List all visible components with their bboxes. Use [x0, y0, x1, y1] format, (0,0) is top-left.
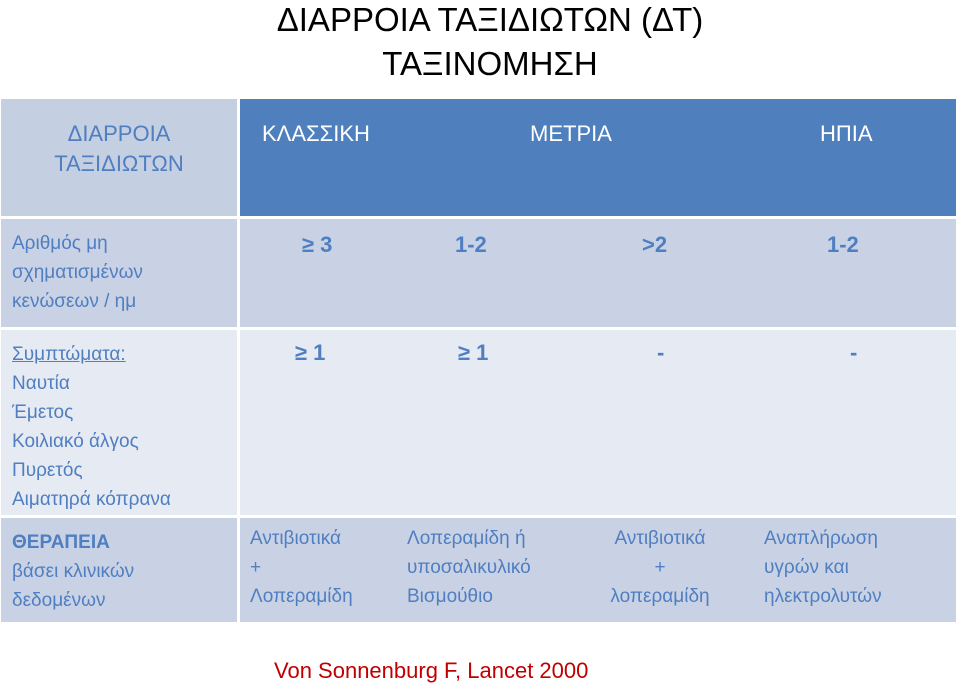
stools-mild-value: 1-2	[827, 232, 859, 257]
header-row-label-line2: ΤΑΞΙΔΙΩΤΩΝ	[54, 151, 184, 176]
therapy-classic	[250, 524, 353, 611]
therapy-classic-line: Αντιβιοτικά	[250, 528, 341, 549]
symptom-item: Έμετος	[12, 402, 74, 423]
therapy-moderate-a-line: Λοπεραμίδη ή	[407, 528, 526, 549]
row-label-stools	[1, 219, 237, 327]
column-header-mild: ΗΠΙΑ	[820, 121, 873, 146]
symptoms-moderate-value-b: -	[657, 340, 665, 365]
therapy-moderate-a-line: Βισμούθιο	[407, 586, 493, 607]
symptom-item: Κοιλιακό άλγος	[12, 431, 139, 452]
row-label-stools-line3: κενώσεων / ημ	[12, 291, 137, 312]
symptoms-mild-value: -	[850, 340, 858, 365]
therapy-mild	[764, 524, 882, 611]
slide-title-line2: ΤΑΞΙΝΟΜΗΣΗ	[382, 45, 598, 82]
column-header-classic: ΚΛΑΣΣΙΚΗ	[262, 121, 370, 146]
row-label-therapy-title: ΘΕΡΑΠΕΙΑ	[12, 532, 110, 553]
header-row-label-line1: ΔΙΑΡΡΟΙΑ	[67, 121, 171, 146]
therapy-moderate-b	[602, 524, 718, 611]
citation: Von Sonnenburg F, Lancet 2000	[274, 658, 589, 683]
symptom-item: Ναυτία	[12, 373, 70, 394]
stools-moderate-value-a: 1-2	[455, 232, 487, 257]
symptom-item: Αιματηρά κόπρανα	[12, 489, 171, 510]
row-label-stools-line1: Αριθμός μη	[12, 233, 108, 254]
row-label-symptoms-title: Συμπτώματα:	[12, 344, 126, 365]
therapy-moderate-b-line: +	[654, 557, 666, 578]
row-values-therapy	[240, 518, 956, 622]
therapy-moderate-b-line: λοπεραμίδη	[610, 586, 710, 607]
therapy-classic-line: Λοπεραμίδη	[250, 586, 353, 607]
row-label-therapy-line3: δεδομένων	[12, 590, 106, 611]
row-values-symptoms	[240, 330, 956, 515]
column-header-moderate: ΜΕΤΡΙΑ	[530, 121, 612, 146]
header-row-label	[1, 99, 237, 216]
row-label-therapy	[1, 518, 237, 622]
symptom-item: Πυρετός	[12, 460, 83, 481]
symptoms-classic-value: ≥ 1	[295, 340, 326, 365]
stools-classic-value: ≥ 3	[302, 232, 333, 257]
slide-title-line1: ΔΙΑΡΡΟΙΑ ΤΑΞΙΔΙΩΤΩΝ (ΔΤ)	[276, 1, 704, 38]
therapy-mild-line: ηλεκτρολυτών	[764, 586, 882, 607]
therapy-moderate-b-line: Αντιβιοτικά	[614, 528, 706, 549]
header-columns	[240, 99, 956, 216]
therapy-moderate-a	[407, 524, 531, 611]
row-values-stools	[240, 219, 956, 327]
therapy-mild-line: υγρών και	[764, 557, 849, 578]
therapy-classic-line: +	[250, 557, 262, 578]
symptoms-moderate-value-a: ≥ 1	[458, 340, 489, 365]
row-label-symptoms	[1, 330, 237, 515]
row-label-therapy-line2: βάσει κλινικών	[12, 561, 135, 582]
therapy-mild-line: Αναπλήρωση	[764, 528, 878, 549]
therapy-moderate-a-line: υποσαλικυλικό	[407, 557, 531, 578]
row-label-stools-line2: σχηματισμένων	[12, 262, 143, 283]
stools-moderate-value-b: >2	[642, 232, 668, 257]
